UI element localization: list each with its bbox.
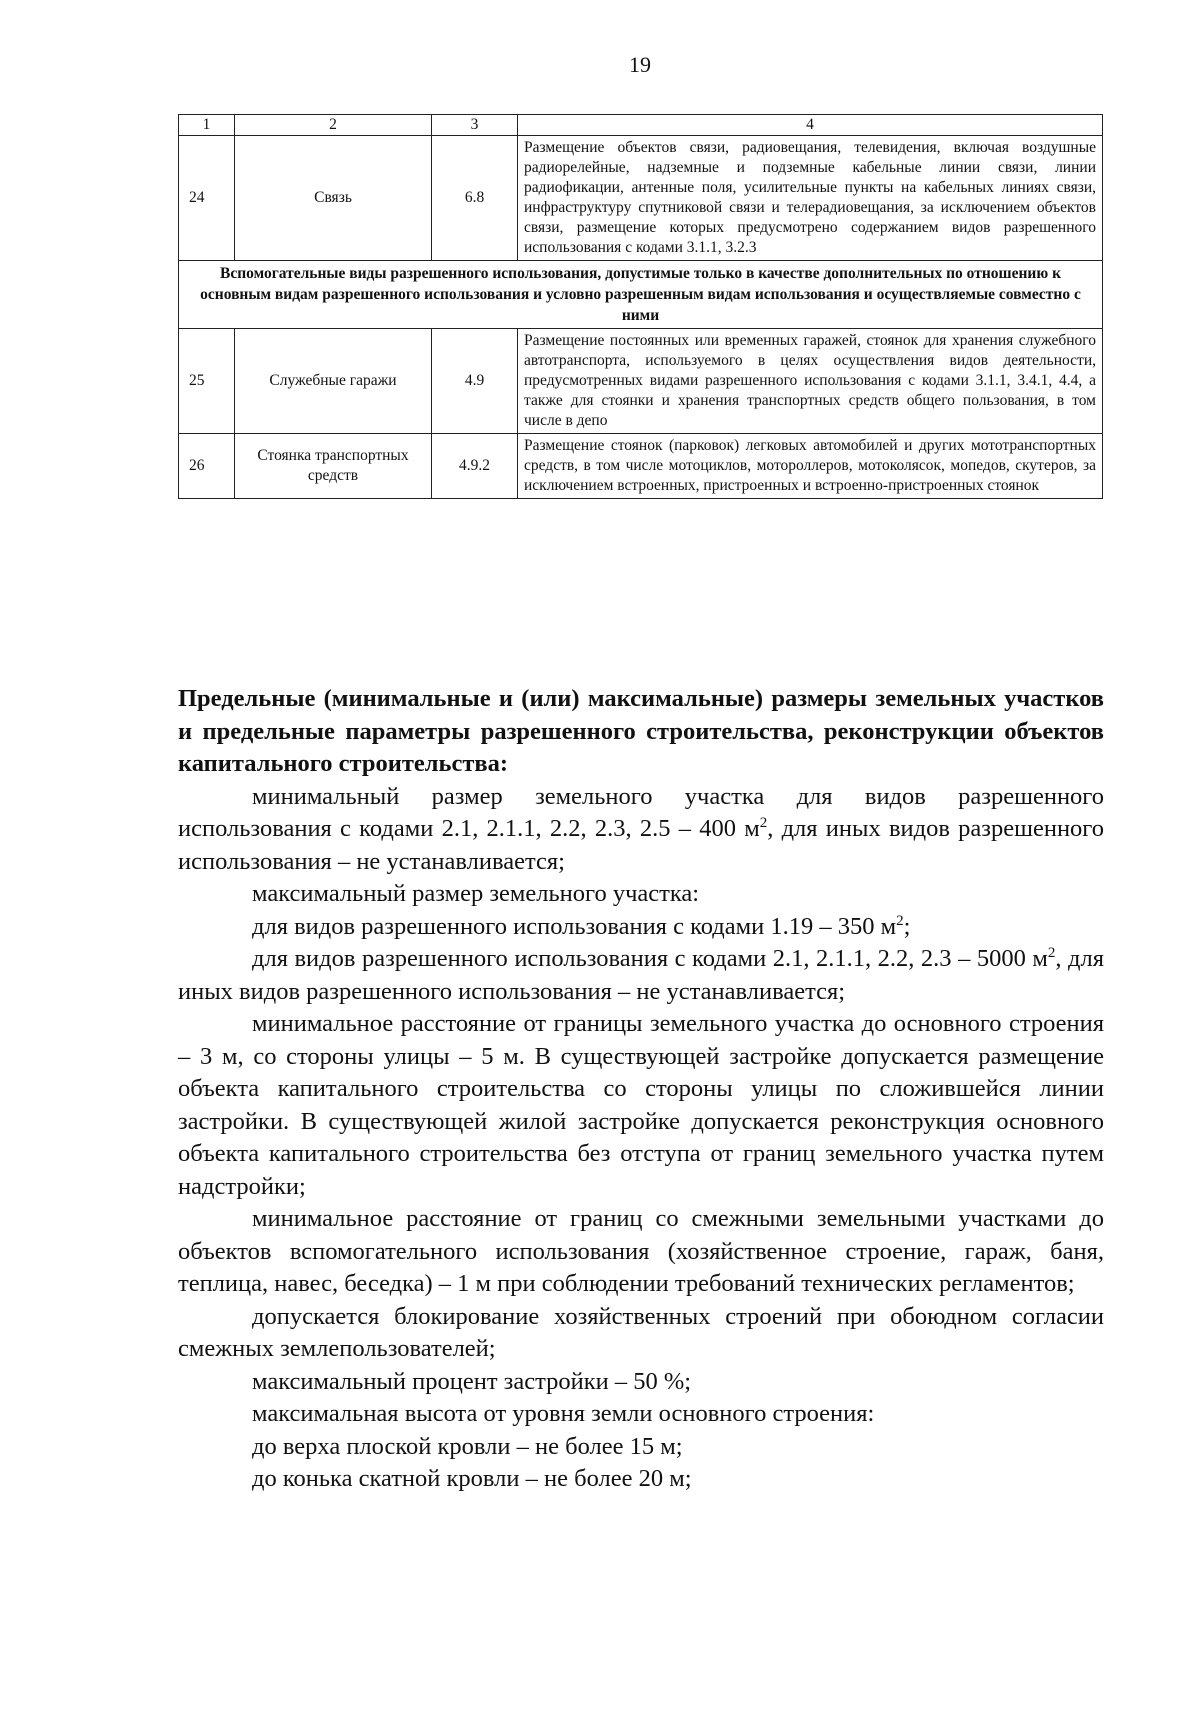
text-fragment: ; — [903, 912, 911, 940]
header-cell-2: 2 — [235, 115, 432, 136]
flat-roof-height-paragraph: до верха плоской кровли – не более 15 м; — [252, 1432, 683, 1460]
row-number: 25 — [179, 329, 235, 434]
section-heading: Предельные (минимальные и (или) максимальные) размеры земельных участков и предельные параметры разрешенного строительства, реконструкции объектов капитального строительства: — [178, 685, 1104, 777]
use-code: 4.9 — [432, 329, 518, 434]
auxiliary-setback-paragraph: минимальное расстояние от границ со смежными земельными участками до объектов вспомогательного использования (хозяйственное строение, гараж, баня, теплица, навес, беседка) – 1 м при соблюдении требований технических регламентов; — [178, 1205, 1104, 1297]
header-cell-3: 3 — [432, 115, 518, 136]
max-plot-1-19-paragraph — [178, 911, 1104, 944]
table-header-row — [179, 115, 1103, 136]
use-description: Размещение объектов связи, радиовещания, телевидения, включая воздушные радиорелейные, надземные и подземные кабельные линии связи, линии радиофикации, антенные поля, усилительные пункты на кабельных линиях связи, инфраструктуру спутниковой связи и телерадиовещания, за исключением объектов связи, размещение которых предусмотрено содержанием видов разрешенного использования с кодами 3.1.1, 3.2.3 — [518, 136, 1103, 261]
max-height-paragraph: максимальная высота от уровня земли основного строения: — [252, 1400, 875, 1427]
use-description: Размещение стоянок (парковок) легковых автомобилей и других мототранспортных средств, в том числе мотоциклов, мотороллеров, мотоколясок, мопедов, скутеров, за исключением встроенных, пристроенных и встроенно-пристроенных стоянок — [518, 434, 1103, 499]
page-number: 19 — [629, 52, 651, 77]
use-code: 4.9.2 — [432, 434, 518, 499]
header-cell-4: 4 — [518, 115, 1103, 136]
table-row — [179, 136, 1103, 261]
land-use-table — [178, 114, 1103, 499]
setback-paragraph: минимальное расстояние от границы земельного участка до основного строения – 3 м, со стороны улицы – 5 м. В существующей застройке допускается размещение объекта капитального строительства со стороны улицы по сложившейся линии застройки. В существующей жилой застройке допускается реконструкция основного объекта капитального строительства без отступа от границ земельного участка путем надстройки; — [178, 1010, 1104, 1200]
blocking-paragraph: допускается блокирование хозяйственных строений при обоюдном согласии смежных землепользователей; — [178, 1302, 1104, 1362]
text-fragment: , для иных видов разрешенного использования – не устанавливается; — [178, 815, 1104, 875]
use-name: Стоянка транспортных средств — [235, 434, 432, 499]
max-coverage-paragraph: максимальный процент застройки – 50 %; — [252, 1367, 692, 1395]
superscript: 2 — [896, 912, 904, 929]
row-number: 24 — [179, 136, 235, 261]
pitched-roof-height-paragraph: до конька скатной кровли – не более 20 м; — [252, 1465, 692, 1492]
regulations-text — [178, 683, 1104, 1496]
table-subheading-row — [179, 261, 1103, 329]
superscript: 2 — [759, 814, 768, 831]
text-fragment: минимальный размер земельного участка для видов разрешенного использования с кодами 2.1, 2.1.1, 2.2, 2.3, 2.5 – 400 м — [178, 782, 1104, 842]
max-plot-size-paragraph: максимальный размер земельного участка: — [252, 880, 700, 907]
use-name: Служебные гаражи — [235, 329, 432, 434]
use-description: Размещение постоянных или временных гаражей, стоянок для хранения служебного автотранспорта, используемого в целях осуществления видов деятельности, предусмотренных видами разрешенного использования с кодами 3.1.1, 3.4.1, 4.4, а также для стоянки и хранения транспортных средств общего пользования, в том числе в депо — [518, 329, 1103, 434]
row-number: 26 — [179, 434, 235, 499]
text-fragment: , для иных видов разрешенного использования – не устанавливается; — [178, 945, 1104, 1005]
min-plot-size-paragraph — [178, 781, 1104, 879]
use-code: 6.8 — [432, 136, 518, 261]
superscript: 2 — [1047, 944, 1056, 961]
auxiliary-uses-subheading: Вспомогательные виды разрешенного использования, допустимые только в качестве дополнительных по отношению к основным видам разрешенного использования и условно разрешенным видам использования и осуществляемые совместно с ними — [179, 261, 1103, 329]
text-fragment: для видов разрешенного использования с кодами 2.1, 2.1.1, 2.2, 2.3 – 5000 м — [252, 945, 1048, 972]
table-row — [179, 434, 1103, 499]
table-row — [179, 329, 1103, 434]
max-plot-2-x-paragraph — [178, 943, 1104, 1008]
use-name: Связь — [235, 136, 432, 261]
text-fragment: для видов разрешенного использования с кодами 1.19 – 350 м — [252, 912, 897, 940]
header-cell-1: 1 — [179, 115, 235, 136]
